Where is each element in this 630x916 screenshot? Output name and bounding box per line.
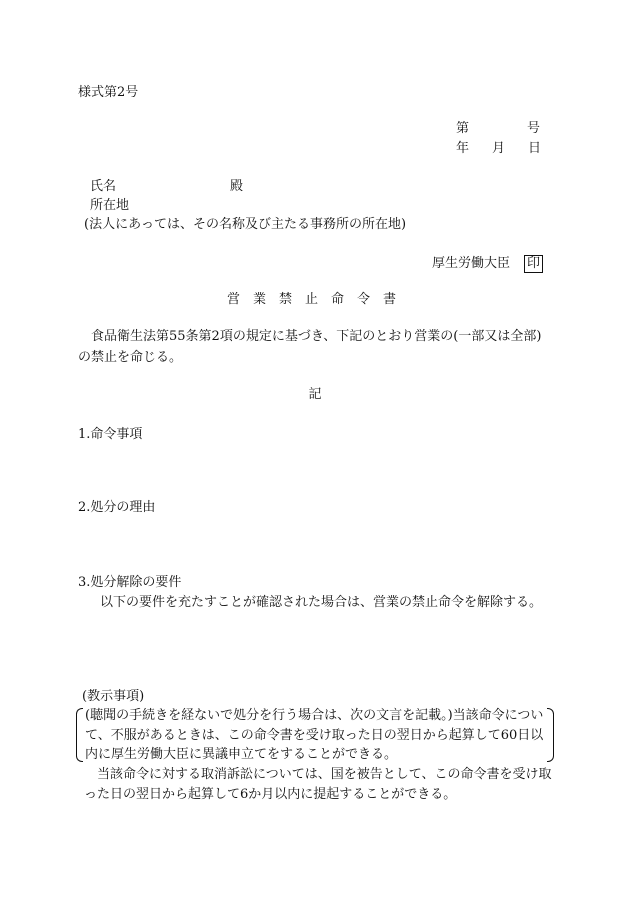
honorific: 殿: [230, 179, 244, 194]
name-label: 氏名: [90, 179, 117, 194]
address-label: 所在地: [90, 198, 130, 213]
right-bracket: [547, 708, 554, 762]
instructions-heading: (教示事項): [82, 689, 145, 704]
seal-text: 印: [524, 255, 543, 273]
ki-heading: 記: [308, 387, 322, 402]
section-1-heading: 1.命令事項: [78, 427, 143, 442]
section-3-heading: 3.処分解除の要件: [78, 575, 182, 590]
bracketed-text: (聴聞の手続きを経ないで処分を行う場合は、次の文言を記載。)当該命令について、不服があるときは、この命令書を受け取った日の翌日から起算して60日以内に厚生労働大臣に異議申立てをすることができる。: [85, 708, 544, 762]
section-3-text: 以下の要件を充たすことが確認された場合は、営業の禁止命令を解除する。: [100, 595, 543, 610]
date-day: 日: [528, 141, 542, 156]
date-month: 月: [492, 141, 506, 156]
left-bracket: [76, 708, 83, 762]
doc-number-suffix: 号: [527, 121, 541, 136]
date-year: 年: [456, 141, 470, 156]
document-title: 営業禁止命令書: [226, 292, 409, 307]
litigation-text: 当該命令に対する取消訴訟については、国を被告として、この命令書を受け取った日の翌日から起算して6か月以内に提起することができる。: [84, 767, 552, 802]
seal-mark: [524, 254, 543, 273]
doc-number-prefix: 第: [456, 121, 470, 136]
issuer-name: 厚生労働大臣: [432, 256, 511, 271]
bracketed-note: [76, 706, 554, 764]
corporate-note: (法人にあっては、その名称及び主たる事務所の所在地): [84, 217, 407, 232]
form-number: 様式第2号: [78, 85, 139, 100]
section-2-heading: 2.処分の理由: [78, 500, 156, 515]
body-paragraph: 食品衛生法第55条第2項の規定に基づき、下記のとおり営業の(一部又は全部)の禁止を命じる。: [78, 329, 542, 365]
